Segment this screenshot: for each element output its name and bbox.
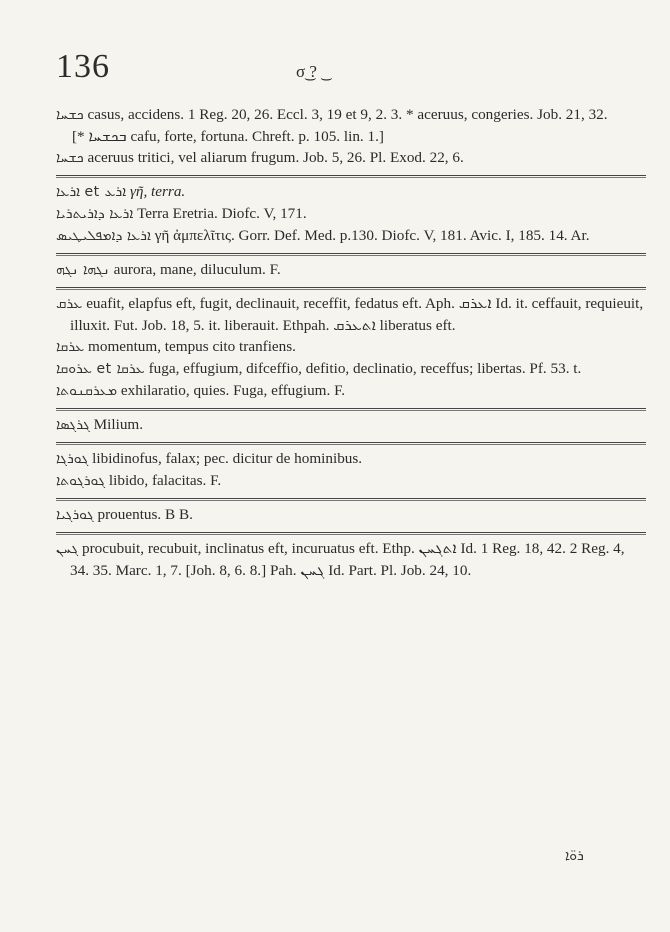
syriac-headword: ܟܫܚܐ bbox=[56, 150, 84, 166]
entry-group bbox=[56, 499, 646, 533]
dictionary-entry bbox=[56, 203, 646, 225]
entry-group bbox=[56, 254, 646, 288]
syriac-headword: ܥܪܘܩܐ et ܥܪܩܐ bbox=[56, 361, 145, 377]
entry-group bbox=[56, 533, 646, 587]
dictionary-entry bbox=[56, 104, 646, 126]
entry-definition: euafit, elapfus eft, fugit, declinauit, receffit, fedatus eft. Aph. ܐܥܪܩ Id. it. ceffauit, requieuit, illuxit. Fut. Job. 18, 5. it. liberauit. Ethpah. ܐܬܥܪܩ liberatus eft. bbox=[70, 295, 644, 334]
entry-group bbox=[56, 409, 646, 443]
dictionary-entry bbox=[56, 147, 646, 169]
syriac-headword: ܓܘܪܓܝܐ bbox=[56, 507, 94, 523]
dictionary-entry bbox=[56, 380, 646, 402]
syriac-headword: ܢܓܗܐ ܢܓܗ bbox=[56, 262, 110, 278]
entry-definition: aurora, mane, diluculum. F. bbox=[113, 261, 281, 278]
entry-definition: prouentus. B B. bbox=[97, 506, 193, 523]
entry-definition: Milium. bbox=[93, 416, 144, 433]
dictionary-entry bbox=[56, 414, 646, 436]
dictionary-entry bbox=[56, 126, 646, 147]
syriac-headword: ܥܪܩ bbox=[56, 296, 83, 312]
syriac-headword: ܓܚܢ bbox=[56, 541, 79, 557]
dictionary-entry bbox=[56, 538, 646, 581]
entry-definition: casus, accidens. 1 Reg. 20, 26. Eccl. 3, 19 et 9, 2. 3. * aceruus, congeries. Job. 21, 32. bbox=[87, 106, 608, 123]
entry-group bbox=[56, 104, 646, 176]
syriac-headword: ܓܪܓܣܐ bbox=[56, 417, 90, 433]
page-number: 136 bbox=[56, 48, 110, 85]
entry-definition: γῆ, terra. bbox=[129, 183, 186, 200]
page-header bbox=[56, 48, 616, 88]
entry-definition: [* ܒܟܫܚܐ cafu, forte, fortuna. Chreft. p. 105. lin. 1.] bbox=[72, 128, 384, 145]
dictionary-entry bbox=[56, 448, 646, 470]
dictionary-entry bbox=[56, 293, 646, 336]
entry-definition: libido, falacitas. F. bbox=[108, 472, 222, 489]
dictionary-content bbox=[56, 104, 646, 587]
entry-definition: γῆ ἀμπελῖτις. Gorr. Def. Med. p.130. Diofc. V, 181. Avic. I, 185. 14. Ar. bbox=[154, 227, 590, 244]
entry-group bbox=[56, 288, 646, 409]
entry-definition: fuga, effugium, difceffio, defitio, declinatio, receffus; libertas. Pf. 53. t. bbox=[148, 360, 582, 377]
running-head: σ͜ ? ͜ bbox=[296, 62, 322, 81]
syriac-headword: ܟܫܚܐ bbox=[56, 107, 84, 123]
entry-definition: libidinofus, falax; pec. dicitur de hominibus. bbox=[92, 450, 363, 467]
dictionary-entry bbox=[56, 504, 646, 526]
dictionary-entry bbox=[56, 259, 646, 281]
dictionary-entry bbox=[56, 336, 646, 358]
entry-definition: aceruus tritici, vel aliarum frugum. Job. 5, 26. Pl. Exod. 22, 6. bbox=[87, 149, 464, 166]
entry-definition: exhilaratio, quies. Fuga, effugium. F. bbox=[120, 382, 346, 399]
dictionary-entry bbox=[56, 358, 646, 380]
syriac-headword: ܥܪܩܐ bbox=[56, 339, 85, 355]
entry-definition: procubuit, recubuit, inclinatus eft, incuruatus eft. Ethp. ܐܬܓܚܢ Id. 1 Reg. 18, 42. 2 Reg. 4, 34. 35. Marc. 1, 7. [Joh. 8, 6. 8.] Pah. ܓܚܢ Id. Part. Pl. Job. 24, 10. bbox=[70, 540, 625, 579]
dictionary-entry bbox=[56, 181, 646, 203]
entry-definition: momentum, tempus cito tranfiens. bbox=[88, 338, 296, 355]
entry-group bbox=[56, 176, 646, 254]
dictionary-entry bbox=[56, 225, 646, 247]
syriac-headword: ܡܥܪܩܢܘܬܐ bbox=[56, 383, 118, 399]
syriac-headword: ܓܘܪܓܘܬܐ bbox=[56, 473, 106, 489]
entry-definition: Terra Eretria. Diofc. V, 171. bbox=[137, 205, 307, 222]
entry-group bbox=[56, 443, 646, 499]
dictionary-entry bbox=[56, 470, 646, 492]
syriac-headword: ܓܘܪܓܐ bbox=[56, 451, 89, 467]
syriac-headword: ܐܪܥܐ ܕܐܪܝܬܪܝܐ bbox=[56, 206, 134, 222]
catchword: ܪܘ̈ܐ bbox=[565, 848, 584, 864]
syriac-headword: ܐܪܥܐ et ܐܪܥ bbox=[56, 184, 127, 200]
syriac-headword: ܐܪܥܐ ܕܐܡܦܠܝܛܝܣ bbox=[56, 228, 151, 244]
